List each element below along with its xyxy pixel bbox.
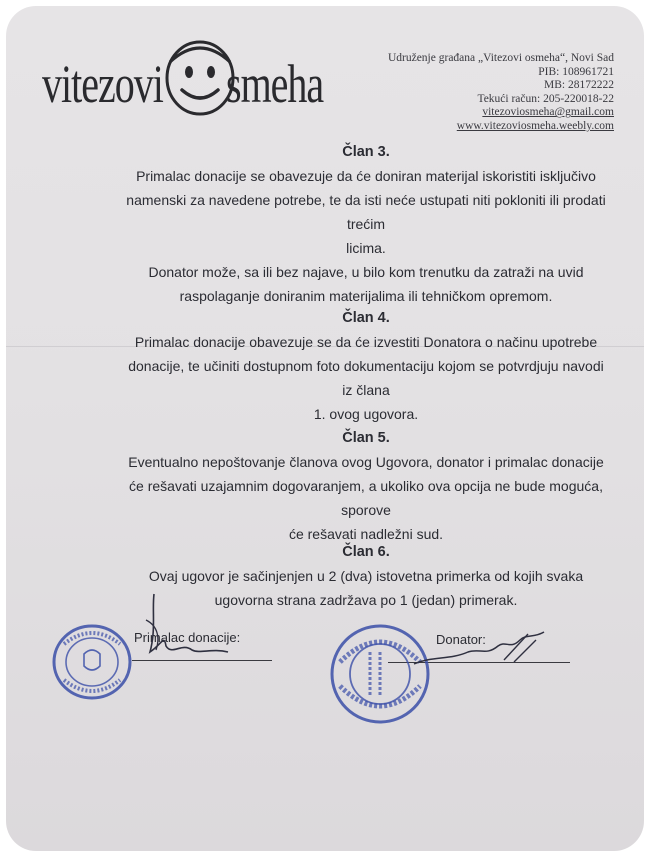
- org-mb: MB: 28172222: [544, 79, 614, 92]
- school-stamp-icon: [50, 622, 134, 702]
- article-line: 1. ovog ugovora.: [313, 406, 419, 422]
- organization-logo: [42, 26, 342, 126]
- article-line: Primalac donacije se obavezuje da će doniran materijal iskoristiti isključivo: [136, 168, 596, 184]
- article-line: namenski za navedene potrebe, te da isti neće ustupati niti pokloniti ili prodati trećim: [126, 192, 606, 232]
- donor-signature-icon: [410, 626, 550, 676]
- organization-info: [344, 52, 614, 134]
- recipient-signature-icon: [136, 590, 236, 670]
- article-3: [126, 140, 606, 308]
- logo-word-left: vitezovi: [42, 53, 163, 115]
- article-title: Član 3.: [342, 144, 390, 160]
- org-account: Tekući račun: 205-220018-22: [477, 92, 614, 105]
- logo-word-right: smeha: [226, 53, 324, 115]
- org-name: Udruženje građana „Vitezovi osmeha“, Novi Sad: [387, 52, 614, 64]
- article-line: donacije, te učiniti dostupnom foto dokumentaciju kojom se potvrdjuju navodi iz člana: [128, 358, 604, 398]
- article-line: Donator može, sa ili bez najave, u bilo kom trenutku da zatraži na uvid: [148, 264, 584, 280]
- article-line: će rešavati uzajamnim dogovaranjem, a ukoliko ova opcija ne bude moguća, sporove: [129, 478, 603, 518]
- recipient-signature-label: Primalac donacije:: [134, 630, 241, 645]
- article-title: Član 6.: [342, 544, 390, 560]
- donor-signature-label: Donator:: [436, 632, 486, 647]
- article-line: Eventualno nepoštovanje članova ovog Ugovora, donator i primalac donacije: [128, 454, 604, 470]
- article-5: [126, 426, 606, 546]
- article-title: Član 5.: [342, 430, 390, 446]
- article-line: Primalac donacije obavezuje se da će izvestiti Donatora o načinu upotrebe: [134, 334, 598, 350]
- org-website[interactable]: www.vitezoviosmeha.weebly.com: [456, 119, 614, 132]
- org-email[interactable]: vitezoviosmeha@gmail.com: [482, 106, 614, 119]
- article-4: [126, 306, 606, 426]
- article-line: će rešavati nadležni sud.: [288, 526, 444, 542]
- article-line: licima.: [346, 240, 386, 256]
- article-title: Član 4.: [342, 310, 390, 326]
- article-line: Ovaj ugovor je sačinjenjen u 2 (dva) istovetna primerka od kojih svaka: [148, 568, 584, 584]
- article-line: raspolaganje doniranim materijalima ili tehničkom opremom.: [179, 288, 553, 304]
- article-line: ugovorna strana zadržava po 1 (jedan) primerak.: [214, 592, 518, 608]
- document-page: [6, 6, 644, 851]
- org-pib: PIB: 108961721: [538, 65, 614, 78]
